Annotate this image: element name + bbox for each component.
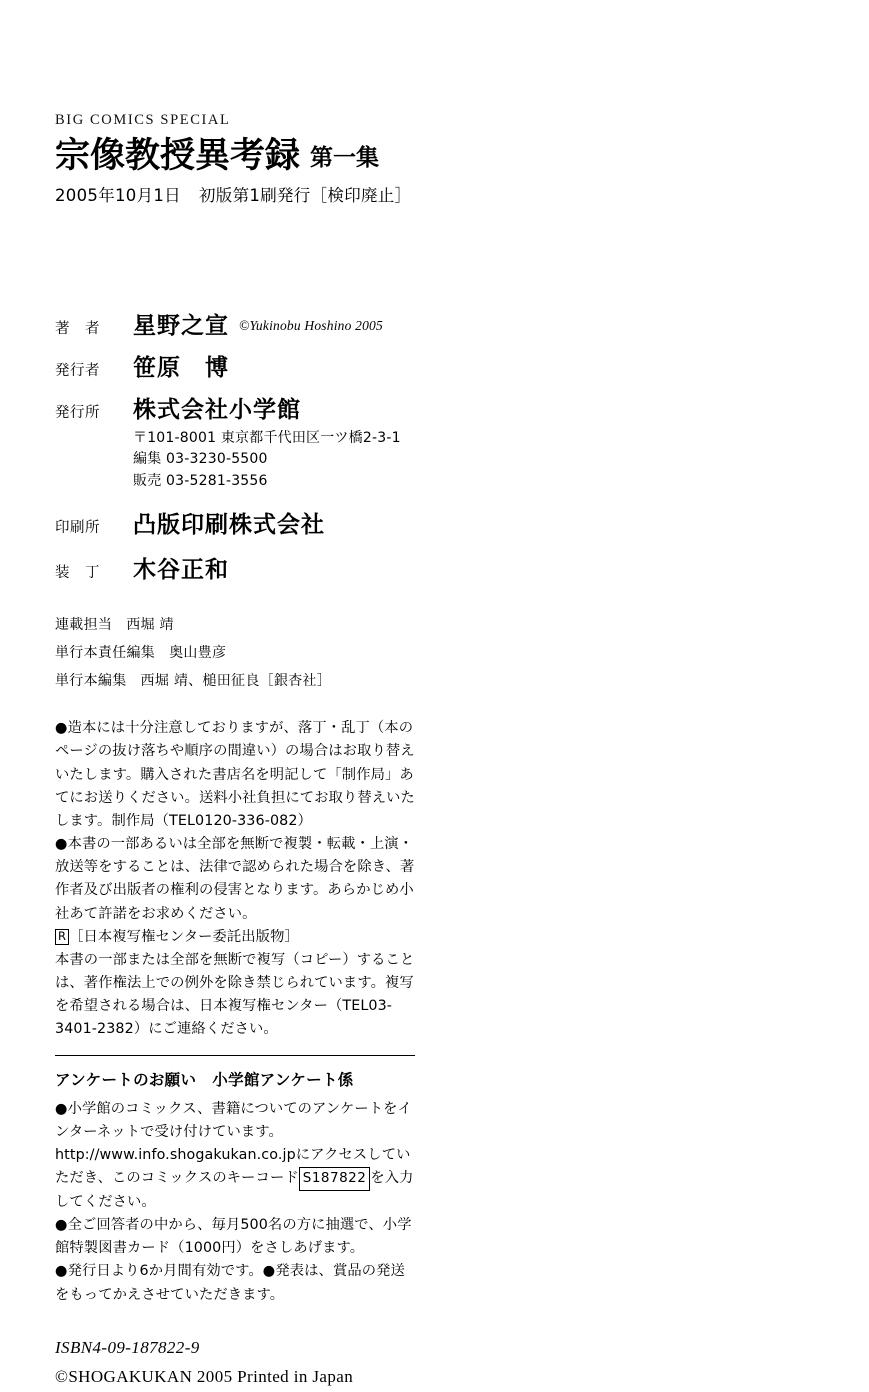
survey-validity: ●発行日より6か月間有効です。●発表は、賞品の発送をもってかえさせていただきます。 xyxy=(55,1263,405,1303)
credit-value-block xyxy=(133,558,229,583)
survey-instructions xyxy=(55,1098,415,1214)
staff-name: 西堀 靖、槌田征良［銀杏社］ xyxy=(140,673,332,690)
volume-label: 第一集 xyxy=(310,145,380,171)
survey-instructions-b: を入力してください。 xyxy=(55,1170,414,1210)
credit-value-line xyxy=(133,314,383,339)
staff-row xyxy=(55,611,755,639)
survey-title-line xyxy=(55,1068,415,1093)
survey-department: 小学館アンケート係 xyxy=(212,1071,354,1090)
section-divider xyxy=(55,1055,415,1056)
survey-instructions-a: ●小学館のコミックス、書籍についてのアンケートをインターネットで受け付けています。http://www.info.shogakukan.co.jpにアクセスしていただき、このコミックスのキーコード xyxy=(55,1100,412,1187)
header-block xyxy=(55,112,755,206)
staff-role: 単行本責任編集 xyxy=(55,645,156,662)
staff-role: 単行本編集 xyxy=(55,673,127,690)
publisher-person-name: 笹原 博 xyxy=(133,355,229,382)
survey-block xyxy=(55,1068,415,1306)
notice-copying: 本書の一部または全部を無断で複写（コピー）することは、著作権法上での例外を除き禁じられています。複写を希望される場合は、日本複写権センター（TEL03-3401-2382）にご連絡ください。 xyxy=(55,951,415,1038)
book-title-text: 宗像教授異考録 xyxy=(55,136,301,176)
publisher-details xyxy=(133,428,401,493)
credits-table xyxy=(55,314,755,584)
printer-name: 凸版印刷株式会社 xyxy=(133,511,325,538)
publisher-address: 〒101-8001 東京都千代田区一ツ橋2-3-1 xyxy=(133,429,401,446)
survey-keycode: S187822 xyxy=(299,1167,371,1191)
publication-date: 2005年10月1日 xyxy=(55,185,181,205)
credit-label-printer: 印刷所 xyxy=(55,519,100,536)
credit-label-author: 著 者 xyxy=(55,320,100,337)
publisher-editorial-phone: 編集 03-3230-5500 xyxy=(133,451,268,468)
staff-list xyxy=(55,611,755,695)
page-title xyxy=(55,138,755,175)
publisher-sales-phone: 販売 03-5281-3556 xyxy=(133,473,268,490)
credit-value-block xyxy=(133,356,229,381)
publication-date-line xyxy=(55,182,755,206)
credit-label-publisher-person: 発行者 xyxy=(55,363,100,380)
designer-name: 木谷正和 xyxy=(133,557,229,583)
survey-title: アンケートのお願い xyxy=(55,1071,197,1090)
credit-label-designer: 装 丁 xyxy=(55,565,100,581)
notices-block xyxy=(55,717,415,1041)
imprint-label: BIG COMICS SPECIAL xyxy=(55,112,231,128)
edition-info: 初版第1刷発行［検印廃止］ xyxy=(199,185,412,205)
isbn-number: ISBN4-09-187822-9 xyxy=(55,1337,200,1357)
staff-role: 連載担当 xyxy=(55,617,113,634)
author-copyright: ©Yukinobu Hoshino 2005 xyxy=(239,317,383,333)
credit-value-block xyxy=(133,513,325,538)
publisher-name: 株式会社小学館 xyxy=(133,397,301,424)
notice-defect: ●造本には十分注意しておりますが、落丁・乱丁（本のページの抜け落ちや順序の間違い）の場合はお取り替えいたします。購入された書店名を明記して「制作局」あてにお送りください。送料小社負担にてお取り替えいたします。制作局（TEL0120-336-082） xyxy=(55,720,415,829)
credit-row xyxy=(55,398,755,492)
credit-value-block xyxy=(133,314,383,339)
copyright-line: ©SHOGAKUKAN 2005 Printed in Japan xyxy=(55,1367,354,1387)
credit-row xyxy=(55,314,755,339)
credit-row xyxy=(55,558,755,583)
notice-reprography xyxy=(55,926,415,949)
credit-value-block xyxy=(133,398,401,492)
staff-row xyxy=(55,639,755,667)
survey-prize: ●全ご回答者の中から、毎月500名の方に抽選で、小学館特製図書カード（1000円）をさしあげます。 xyxy=(55,1217,412,1257)
credit-row xyxy=(55,356,755,381)
staff-name: 西堀 靖 xyxy=(126,617,174,634)
credit-row xyxy=(55,513,755,538)
credit-label-publisher: 発行所 xyxy=(55,405,100,422)
r-mark-icon: R xyxy=(55,929,69,945)
staff-name: 奥山豊彦 xyxy=(169,645,227,662)
author-name: 星野之宣 xyxy=(133,312,229,339)
footer-block xyxy=(55,1333,755,1392)
staff-row xyxy=(55,667,755,695)
notice-reprography-head: ［日本複写権センター委託出版物］ xyxy=(69,928,299,945)
colophon-content xyxy=(55,112,755,1392)
notice-copyright: ●本書の一部あるいは全部を無断で複製・転載・上演・放送等をすることは、法律で認められた場合を除き、著作者及び出版者の権利の侵害となります。あらかじめ小社あて許諾をお求めください。 xyxy=(55,836,415,922)
